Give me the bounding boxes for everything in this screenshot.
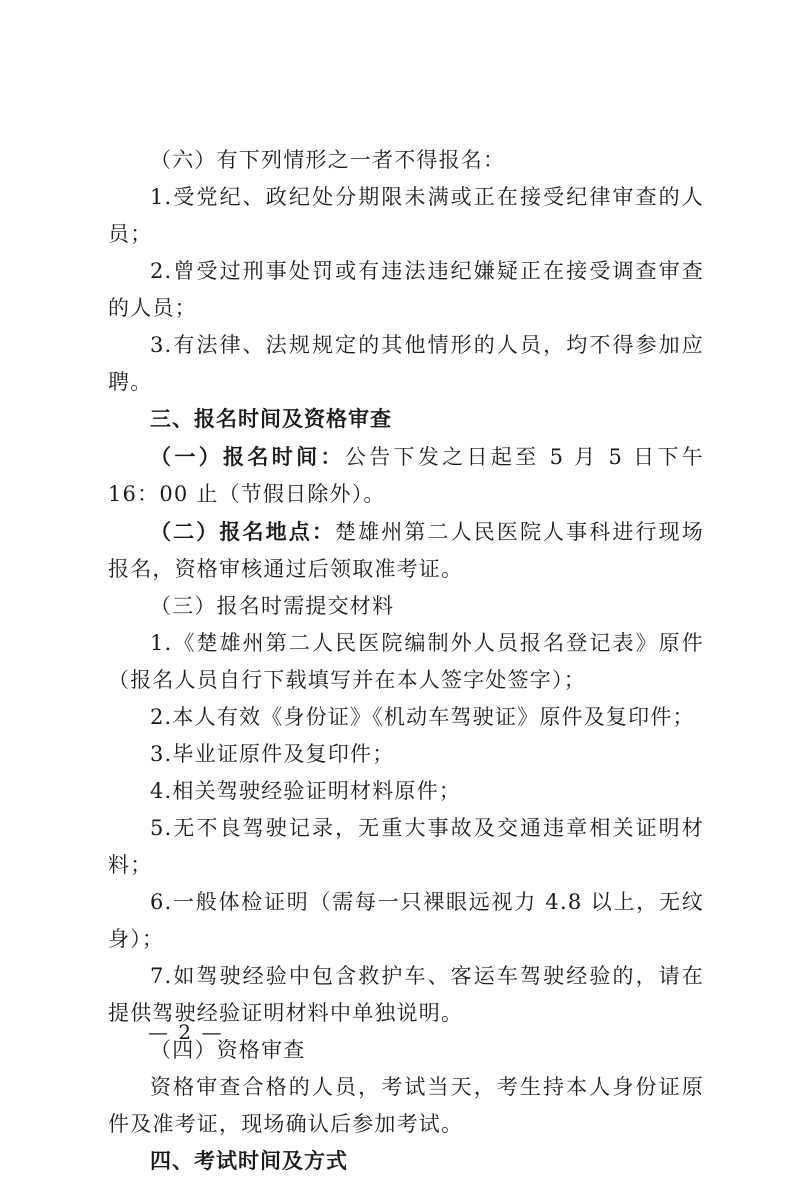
- paragraph-material-3: 3.毕业证原件及复印件；: [150, 742, 395, 766]
- registration-place-label: （二）报名地点：: [150, 519, 335, 544]
- paragraph-qualification-review: 资格审查合格的人员，考试当天，考生持本人身份证原件及准考证，现场确认后参加考试。: [108, 1075, 704, 1136]
- paragraph-material-5: 5.无不良驾驶记录，无重大事故及交通违章相关证明材料；: [108, 816, 704, 877]
- paragraph-material-6: 6.一般体检证明（需每一只裸眼远视力 4.8 以上，无纹身）；: [108, 890, 704, 951]
- paragraph-materials-heading: （三）报名时需提交材料: [150, 594, 395, 618]
- registration-time-label: （一）报名时间：: [150, 444, 345, 469]
- paragraph-qualification-review-heading: （四）资格审查: [150, 1038, 306, 1062]
- paragraph-item-2: 2.曾受过刑事处罚或有违法违纪嫌疑正在接受调查审查的人员；: [108, 259, 704, 320]
- paragraph-material-7: 7.如驾驶经验中包含救护车、客运车驾驶经验的，请在提供驾驶经验证明材料中单独说明。: [108, 964, 704, 1025]
- paragraph-material-1: 1.《楚雄州第二人民医院编制外人员报名登记表》原件（报名人员自行下载填写并在本人签字处签字）；: [108, 631, 704, 692]
- registration-place-text: 楚雄州第二人民医院人事科进行现场报名，资格审核通过后领取准考证。: [108, 520, 704, 581]
- registration-time-text: 公告下发之日起至 5 月 5 日下午 16：00 止（节假日除外）。: [108, 445, 704, 506]
- paragraph-ineligibility-intro: （六）有下列情形之一者不得报名：: [150, 148, 506, 172]
- paragraph-material-4: 4.相关驾驶经验证明材料原件；: [150, 779, 462, 803]
- section-heading-registration: 三、报名时间及资格审查: [150, 407, 392, 431]
- paragraph-item-3: 3.有法律、法规规定的其他情形的人员，均不得参加应聘。: [108, 333, 704, 394]
- paragraph-item-1: 1.受党纪、政纪处分期限未满或正在接受纪律审查的人员；: [108, 185, 704, 246]
- page-number: — 2 —: [148, 1020, 224, 1044]
- section-heading-exam: 四、考试时间及方式: [150, 1149, 348, 1173]
- paragraph-material-2: 2.本人有效《身份证》《机动车驾驶证》原件及复印件；: [150, 705, 695, 729]
- paragraph-registration-time: [108, 438, 704, 513]
- paragraph-registration-place: [108, 513, 704, 588]
